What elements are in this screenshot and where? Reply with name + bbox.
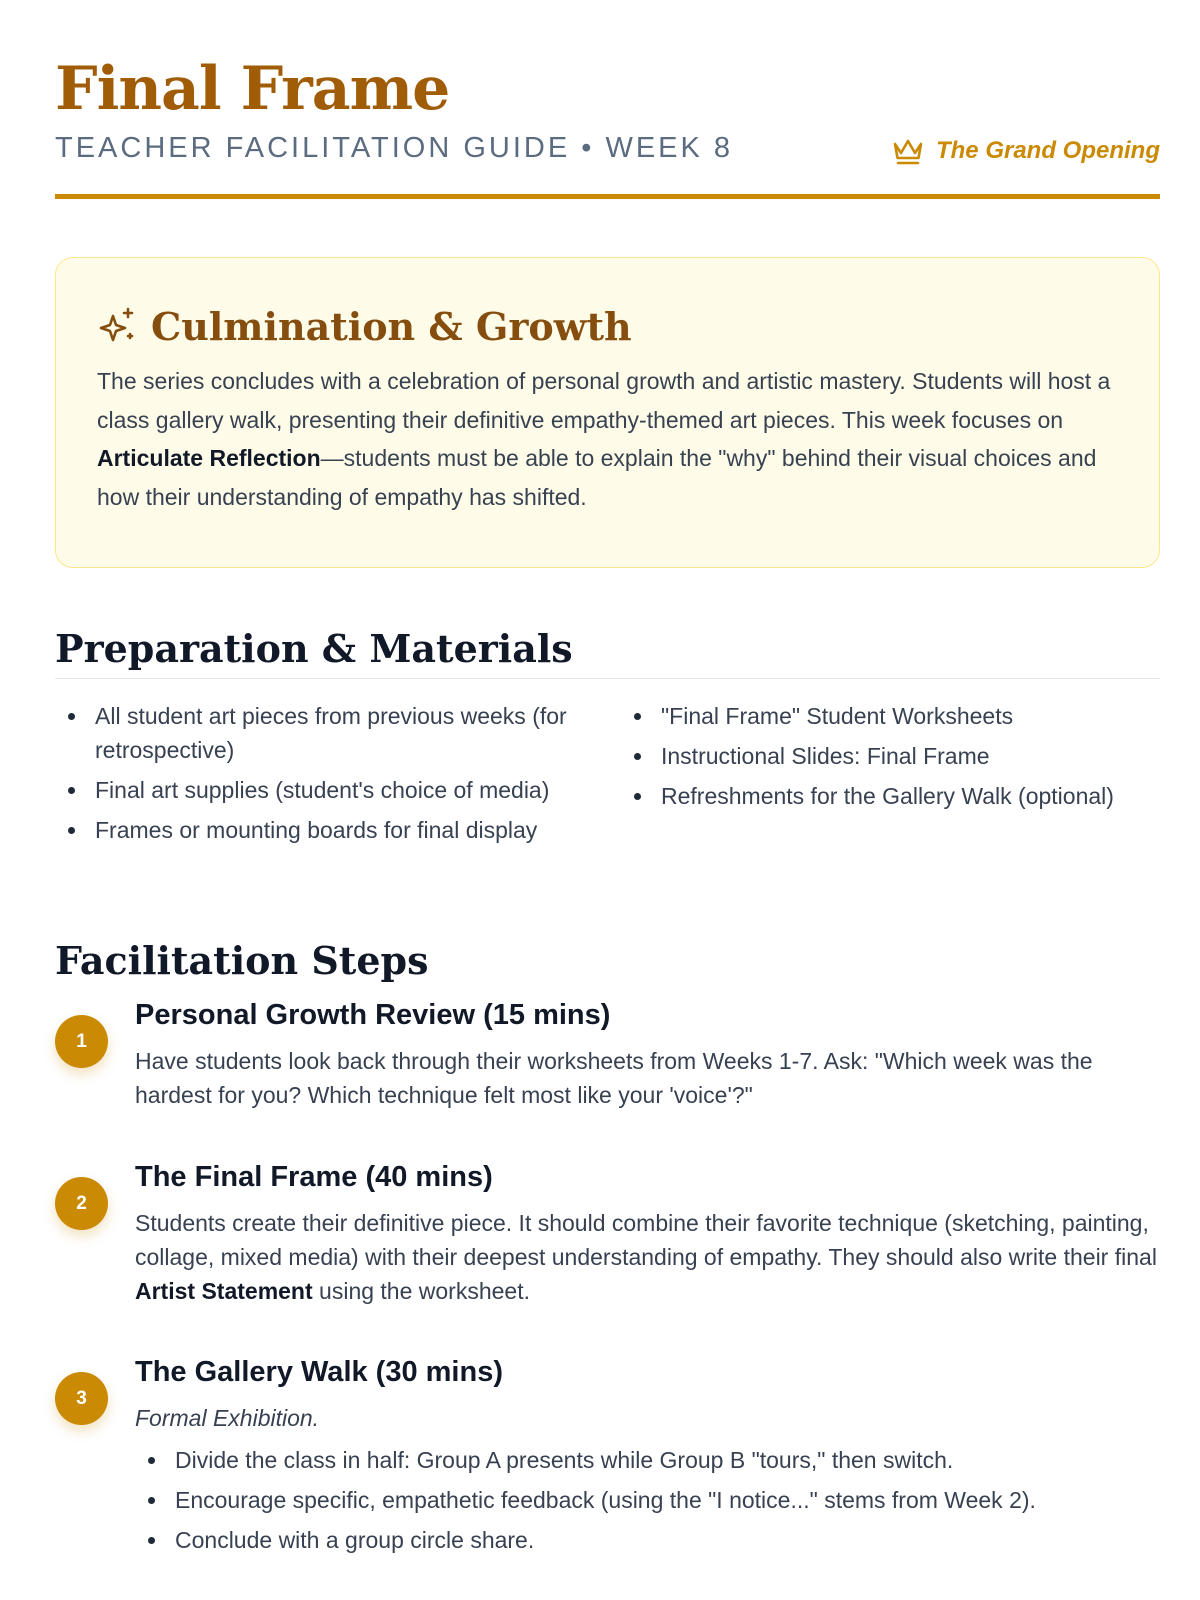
- step-subtitle: Formal Exhibition.: [135, 1405, 320, 1431]
- callout-header: [97, 298, 1119, 354]
- step-number-badge: 3: [55, 1372, 108, 1425]
- step-description: Have students look back through their worksheets from Weeks 1-7. Ask: "Which week was the hardest for you? Which technique felt most like your 'voice'?": [135, 1048, 1093, 1108]
- crown-icon: [892, 136, 924, 166]
- callout-body-text-end: —students must be able to explain the "why" behind their visual choices and how their understanding of empathy has shifted.: [97, 445, 1097, 510]
- document-header: [55, 52, 1160, 164]
- callout-title: Culmination & Growth: [151, 303, 632, 349]
- step-content: [135, 1158, 1160, 1308]
- step-3: [55, 1353, 1160, 1563]
- step-title: The Gallery Walk (30 mins): [135, 1356, 503, 1388]
- overview-callout: [55, 257, 1160, 568]
- callout-body-emphasis: Articulate Reflection: [97, 445, 321, 471]
- list-item: Frames or mounting boards for final display: [55, 813, 600, 847]
- list-item: "Final Frame" Student Worksheets: [621, 699, 1161, 733]
- step-text-emphasis: Artist Statement: [135, 1278, 313, 1304]
- document-subtitle: TEACHER FACILITATION GUIDE • WEEK 8: [55, 132, 734, 164]
- document-title: Final Frame: [55, 54, 450, 124]
- step-title: Personal Growth Review (15 mins): [135, 999, 611, 1031]
- step-content: [135, 1353, 1160, 1557]
- preparation-divider: [55, 678, 1160, 679]
- step-number-badge: 1: [55, 1015, 108, 1068]
- step-title: The Final Frame (40 mins): [135, 1161, 493, 1193]
- materials-list-left: [55, 699, 600, 853]
- list-item: All student art pieces from previous weeks (for retrospective): [55, 699, 600, 767]
- step-1: [55, 996, 1160, 1112]
- facilitation-heading: Facilitation Steps: [55, 938, 429, 983]
- callout-body-text: The series concludes with a celebration of personal growth and artistic mastery. Students will host a class gallery walk, presenting their definitive empathy-themed art pieces. This week focuses on: [97, 368, 1111, 433]
- preparation-heading: Preparation & Materials: [55, 626, 573, 671]
- sparkle-icon: [97, 306, 137, 346]
- week-tag-label: The Grand Opening: [935, 137, 1160, 164]
- week-tag: [892, 136, 1160, 166]
- callout-body: [97, 362, 1119, 516]
- header-divider: [55, 194, 1160, 199]
- step-content: [135, 996, 1160, 1112]
- list-item: Conclude with a group circle share.: [135, 1523, 1160, 1557]
- list-item: Final art supplies (student's choice of media): [55, 773, 600, 807]
- list-item: Refreshments for the Gallery Walk (optional): [621, 779, 1161, 813]
- list-item: Encourage specific, empathetic feedback (using the "I notice..." stems from Week 2).: [135, 1483, 1160, 1517]
- step-description: [135, 1206, 1160, 1308]
- list-item: Divide the class in half: Group A presents while Group B "tours," then switch.: [135, 1443, 1160, 1477]
- step-text: Students create their definitive piece. It should combine their favorite technique (sketching, painting, collage, mixed media) with their deepest understanding of empathy. They should also write their final: [135, 1210, 1157, 1270]
- list-item: Instructional Slides: Final Frame: [621, 739, 1161, 773]
- step-2: [55, 1158, 1160, 1308]
- step-text-end: using the worksheet.: [312, 1278, 530, 1304]
- step-number-badge: 2: [55, 1177, 108, 1230]
- materials-list-right: [621, 699, 1161, 819]
- step-bullet-list: [135, 1443, 1160, 1557]
